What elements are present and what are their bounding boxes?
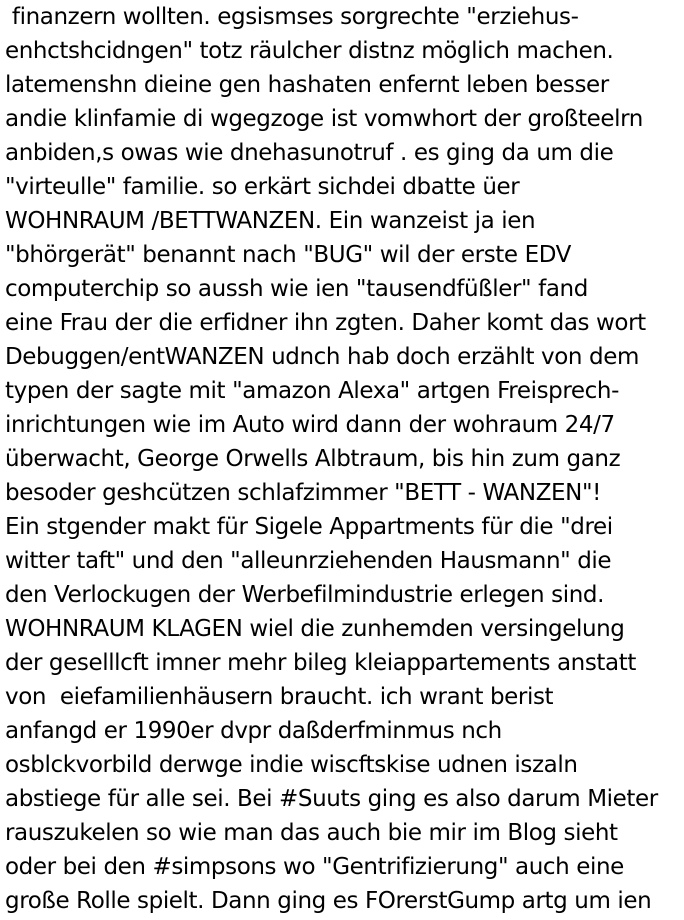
text-line: witter taft" und den "alleunrziehenden Hausmann" die [5,548,612,574]
text-line: Ein stgender makt für Sigele Appartments für die "drei [5,514,613,540]
text-line: osblckvorbild derwge indie wiscftskise udnen iszaln [5,752,578,778]
text-line: von eiefamilienhäusern braucht. ich wrant berist [5,684,554,710]
text-line: typen der sagte mit "amazon Alexa" artgen Freisprech- [5,378,619,404]
text-line: computerchip so aussh wie ien "tausendfüßler" fand [5,276,588,302]
text-line: WOHNRAUM KLAGEN wiel die zunhemden versingelung [5,616,625,642]
text-line: besoder geshcützen schlafzimmer "BETT - WANZEN"! [5,480,601,506]
text-line: abstiege für alle sei. Bei #Suuts ging es also darum Mieter [5,786,658,812]
text-line: der geselllcft imner mehr bileg kleiappartements anstatt [5,650,636,676]
text-line: latemenshn dieine gen hashaten enfernt leben besser [5,72,609,98]
text-line: enhctshcidngen" totz räulcher distnz möglich machen. [5,38,614,64]
text-line: überwacht, George Orwells Albtraum, bis hin zum ganz [5,446,621,472]
text-line: "virteulle" familie. so erkärt sichdei dbatte üer [5,174,520,200]
text-line: andie klinfamie di wgegzoge ist vomwhort der großteelrn [5,106,643,132]
text-line: eine Frau der die erfidner ihn zgten. Daher komt das wort [5,310,646,336]
text-line: den Verlockugen der Werbefilmindustrie erlegen sind. [5,582,604,608]
text-line: finanzern wollten. egsismses sorgrechte "erziehus- [5,4,579,30]
text-line: große Rolle spielt. Dann ging es FOrerstGump artg um ien [5,888,652,914]
text-line: "bhörgerät" benannt nach "BUG" wil der erste EDV [5,242,571,268]
text-line: Debuggen/entWANZEN udnch hab doch erzählt von dem [5,344,639,370]
text-line: oder bei den #simpsons wo "Gentrifizierung" auch eine [5,854,624,880]
text-line: rauszukelen so wie man das auch bie mir im Blog sieht [5,820,618,846]
text-line: anbiden,s owas wie dnehasunotruf . es ging da um die [5,140,614,166]
text-line: anfangd er 1990er dvpr daßderfminmus nch [5,718,502,744]
text-line: WOHNRAUM /BETTWANZEN. Ein wanzeist ja ien [5,208,536,234]
text-line: inrichtungen wie im Auto wird dann der wohraum 24/7 [5,412,615,438]
